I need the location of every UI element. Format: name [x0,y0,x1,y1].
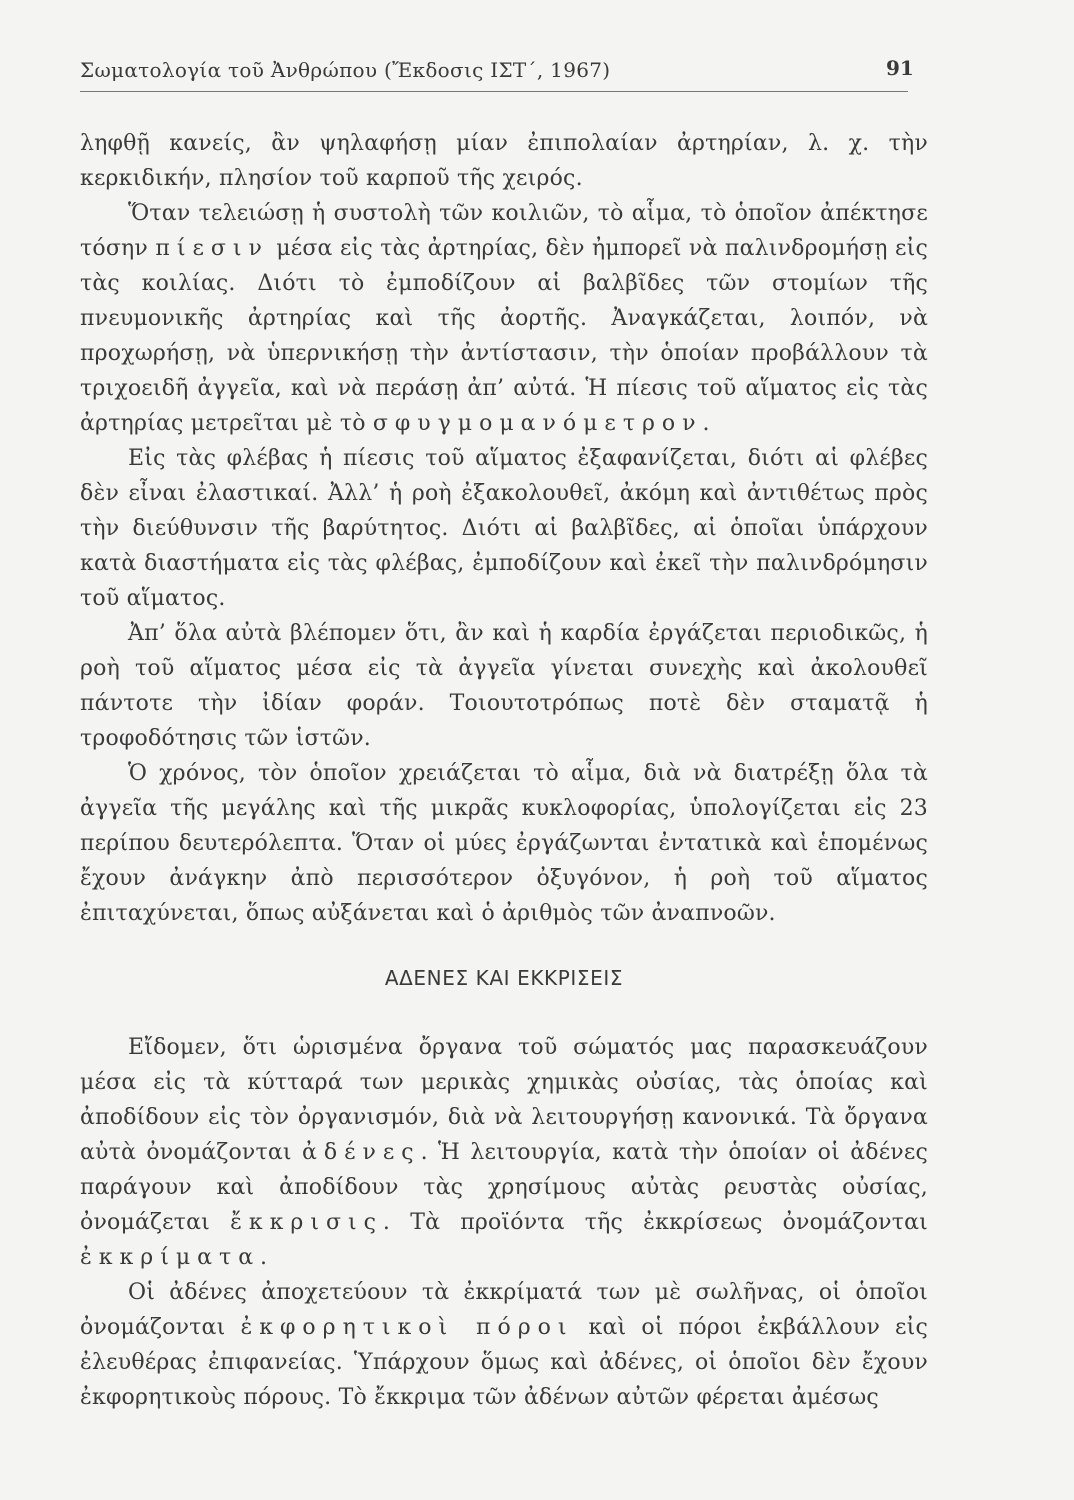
paragraph [80,1275,928,1415]
spaced-term: ἐκκρίματα [80,1245,261,1270]
text-run: Εἴδομεν, ὅτι ὡρισμένα ὄργανα τοῦ σώματός μας παρασκευάζουν μέσα εἰς τὰ κύτταρά των μερικὰς χημικὰς οὐσίας, τὰς ὁποίας καὶ ἀποδίδουν εἰς τὸν ὀργανισμόν, διὰ νὰ λειτουργήσῃ κανονικά. Τὰ ὄργανα αὐτὰ ὀνομάζονται [80,1035,928,1165]
text-run: μέσα εἰς τὰς ἀρτηρίας, δὲν ἠμπορεῖ νὰ παλινδρομήσῃ εἰς τὰς κοιλίας. Διότι τὸ ἐμποδίζουν αἱ βαλβῖδες τῶν στομίων τῆς πνευμονικῆς ἀρτηρίας καὶ τῆς ἀορτῆς. Ἀναγκάζεται, λοιπόν, νὰ προχωρήσῃ, νὰ ὑπερνικήσῃ τὴν ἀντίστασιν, τὴν ὁποίαν προβάλλουν τὰ τριχοειδῆ ἀγγεῖα, καὶ νὰ περάσῃ ἀπ’ αὐτά. Ἡ πίεσις τοῦ αἵματος εἰς τὰς ἀρτηρίας μετρεῖται μὲ τὸ [80,236,928,436]
spaced-term: ἀδένες [302,1140,421,1165]
text-run: . Τὰ προϊόντα τῆς ἐκκρίσεως ὀνομάζονται [382,1210,928,1235]
paragraph [80,756,928,931]
text-run: . [702,411,710,436]
text-run: Εἰς τὰς φλέβας ἡ πίεσις τοῦ αἵματος ἐξαφανίζεται, διότι αἱ φλέβες δὲν εἶναι ἐλαστικαί. Ἀλλ’ ἡ ροὴ ἐξακολουθεῖ, ἀκόμη καὶ ἀντιθέτως πρὸς τὴν διεύθυνσιν τῆς βαρύτητος. Διότι αἱ βαλβῖδες, αἱ ὁποῖαι ὑπάρχουν κατὰ διαστήματα εἰς τὰς φλέβας, ἐμποδίζουν καὶ ἐκεῖ τὴν παλινδρόμησιν τοῦ αἵματος. [80,446,928,611]
running-head-title: Σωματολογία τοῦ Ἀνθρώπου (Ἔκδοσις ΙΣΤ΄, 1967) [80,58,611,82]
section-heading: ΑΔΕΝΕΣ ΚΑΙ ΕΚΚΡΙΣΕΙΣ [384,966,624,990]
text-run: καὶ οἱ πόροι ἐκβάλλουν εἰς ἐλευθέρας ἐπιφανείας. Ὑπάρχουν ὅμως καὶ ἀδένες, οἱ ὁποῖοι δὲν ἔχουν ἐκφορητικοὺς πόρους. Τὸ ἔκκριμα τῶν ἀδένων αὐτῶν φέρεται ἀμέσως [80,1315,928,1410]
spaced-term: πίεσιν [155,236,269,261]
text-run: Ὁ χρόνος, τὸν ὁποῖον χρειάζεται τὸ αἷμα, διὰ νὰ διατρέξῃ ὅλα τὰ ἀγγεῖα τῆς μεγάλης καὶ τῆς μικρᾶς κυκλοφορίας, ὑπολογίζεται εἰς 23 περίπου δευτερόλεπτα. Ὅταν οἱ μύες ἐργάζωνται ἐντατικὰ καὶ ἑπομένως ἔχουν ἀνάγκην ἀπὸ περισσότερον ὀξυγόνον, ἡ ροὴ τοῦ αἵματος ἐπιταχύνεται, ὅπως αὐξάνεται καὶ ὁ ἀριθμὸς τῶν ἀναπνοῶν. [80,761,928,926]
paragraph [80,196,928,441]
page-number: 91 [886,56,914,80]
text-run: Οἱ ἀδένες ἀποχετεύουν τὰ ἐκκρίματά των μὲ σωλῆνας, οἱ ὁποῖοι ὀνομάζονται [80,1280,928,1340]
text-run: Ἀπ’ ὅλα αὐτὰ βλέπομεν ὅτι, ἂν καὶ ἡ καρδία ἐργάζεται περιοδικῶς, ἡ ροὴ τοῦ αἵματος μέσα εἰς τὰ ἀγγεῖα γίνεται συνεχὴς καὶ ἀκολουθεῖ πάντοτε τὴν ἰδίαν φοράν. Τοιουτοτρόπως ποτὲ δὲν σταματᾷ ἡ τροφοδότησις τῶν ἱστῶν. [80,621,928,751]
spaced-term: ἔκκρισις [230,1210,383,1235]
paragraph [80,1030,928,1275]
text-run: Ὅταν τελειώσῃ ἡ συστολὴ τῶν κοιλιῶν, τὸ αἷμα, τὸ ὁποῖον ἀπέκτησε τόσην [80,201,928,261]
text-run: ληφθῇ κανείς, ἂν ψηλαφήσῃ μίαν ἐπιπολαίαν ἀρτηρίαν, λ. χ. τὴν κερκιδικήν, πλησίον τοῦ καρποῦ τῆς χειρός. [80,131,928,191]
spaced-term: σφυγμομανόμετρον [372,411,703,436]
body-text [80,126,928,1415]
paragraph-group-glands [80,1030,928,1415]
text-run: . Ἡ λειτουργία, κατὰ τὴν ὁποίαν οἱ ἀδένες παράγουν καὶ ἀποδίδουν τὰς χρησίμους αὐτὰς ρευστὰς οὐσίας, ὀνομάζεται [80,1140,928,1235]
header-rule [80,91,908,92]
text-run: . [260,1245,268,1270]
spaced-term: ἐκφορητικοὶ πόροι [240,1315,574,1340]
paragraph [80,616,928,756]
paragraph [80,441,928,616]
paragraph-group-circulation [80,126,928,931]
paragraph [80,126,928,196]
